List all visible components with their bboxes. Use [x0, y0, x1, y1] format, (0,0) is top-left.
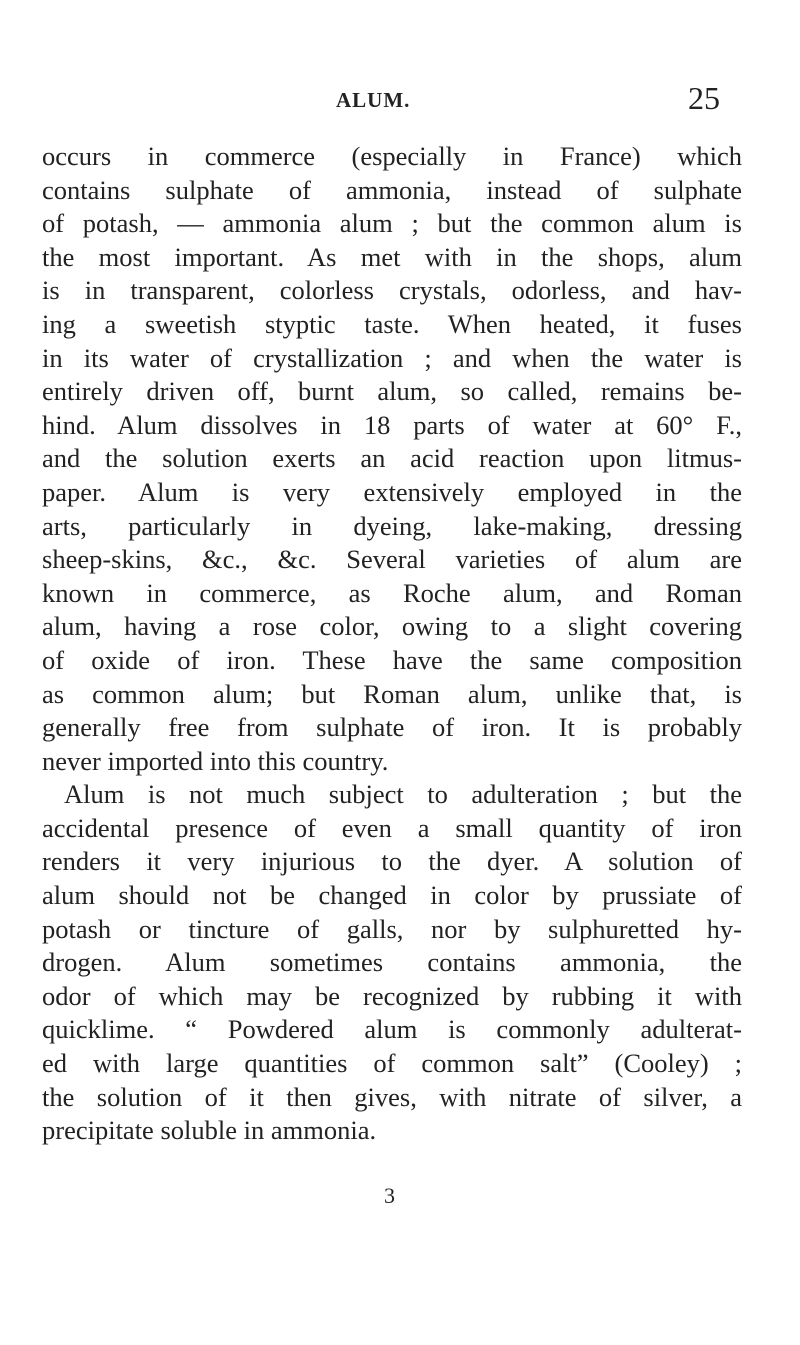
text-line: of oxide of iron. These have the same composition: [42, 644, 742, 675]
text-line: the most important. As met with in the shops, alum: [42, 241, 742, 272]
signature-mark: 3: [384, 1183, 395, 1208]
text-line: known in commerce, as Roche alum, and Roman: [42, 577, 742, 608]
text-line: sheep-skins, &c., &c. Several varieties of alum are: [42, 544, 742, 575]
paragraph-start-line: Alum is not much subject to adulteration ; but the: [64, 779, 742, 810]
text-line: drogen. Alum sometimes contains ammonia, the: [42, 947, 742, 978]
text-line: the solution of it then gives, with nitrate of silver, a: [42, 1081, 742, 1112]
text-line: entirely driven off, burnt alum, so called, remains be-: [42, 376, 742, 407]
text-line: occurs in commerce (especially in France) which: [42, 141, 742, 171]
text-line: alum should not be changed in color by prussiate of: [42, 880, 742, 911]
text-line: paper. Alum is very extensively employed in the: [42, 476, 742, 507]
text-line: precipitate soluble in ammonia.: [42, 1115, 377, 1146]
text-line: quicklime. “ Powdered alum is commonly adulterat-: [42, 1014, 742, 1045]
text-line: is in transparent, colorless crystals, odorless, and hav-: [42, 275, 742, 306]
text-line: ing a sweetish styptic taste. When heated, it fuses: [42, 308, 742, 339]
text-line: potash or tincture of galls, nor by sulphuretted hy-: [42, 913, 742, 944]
body-text: [42, 140, 742, 1148]
text-line: alum, having a rose color, owing to a slight covering: [42, 611, 742, 642]
page-header: [0, 80, 800, 120]
text-line: renders it very injurious to the dyer. A solution of: [42, 846, 742, 877]
text-line: as common alum; but Roman alum, unlike that, is: [42, 678, 742, 709]
page-number: 25: [688, 80, 720, 116]
text-line: hind. Alum dissolves in 18 parts of water at 60° F.,: [42, 409, 742, 440]
text-line: odor of which may be recognized by rubbing it with: [42, 980, 742, 1011]
text-line: never imported into this country.: [42, 745, 389, 776]
text-line: arts, particularly in dyeing, lake-making, dressing: [42, 510, 742, 541]
text-line: contains sulphate of ammonia, instead of sulphate: [42, 174, 742, 205]
text-line: generally free from sulphate of iron. It is probably: [42, 712, 742, 743]
running-head: ALUM.: [336, 88, 411, 112]
text-line: of potash, — ammonia alum ; but the common alum is: [42, 208, 742, 239]
text-line: in its water of crystallization ; and when the water is: [42, 342, 742, 373]
text-line: ed with large quantities of common salt” (Cooley) ;: [42, 1048, 742, 1079]
text-line: accidental presence of even a small quantity of iron: [42, 812, 742, 843]
text-line: and the solution exerts an acid reaction upon litmus-: [42, 443, 742, 474]
